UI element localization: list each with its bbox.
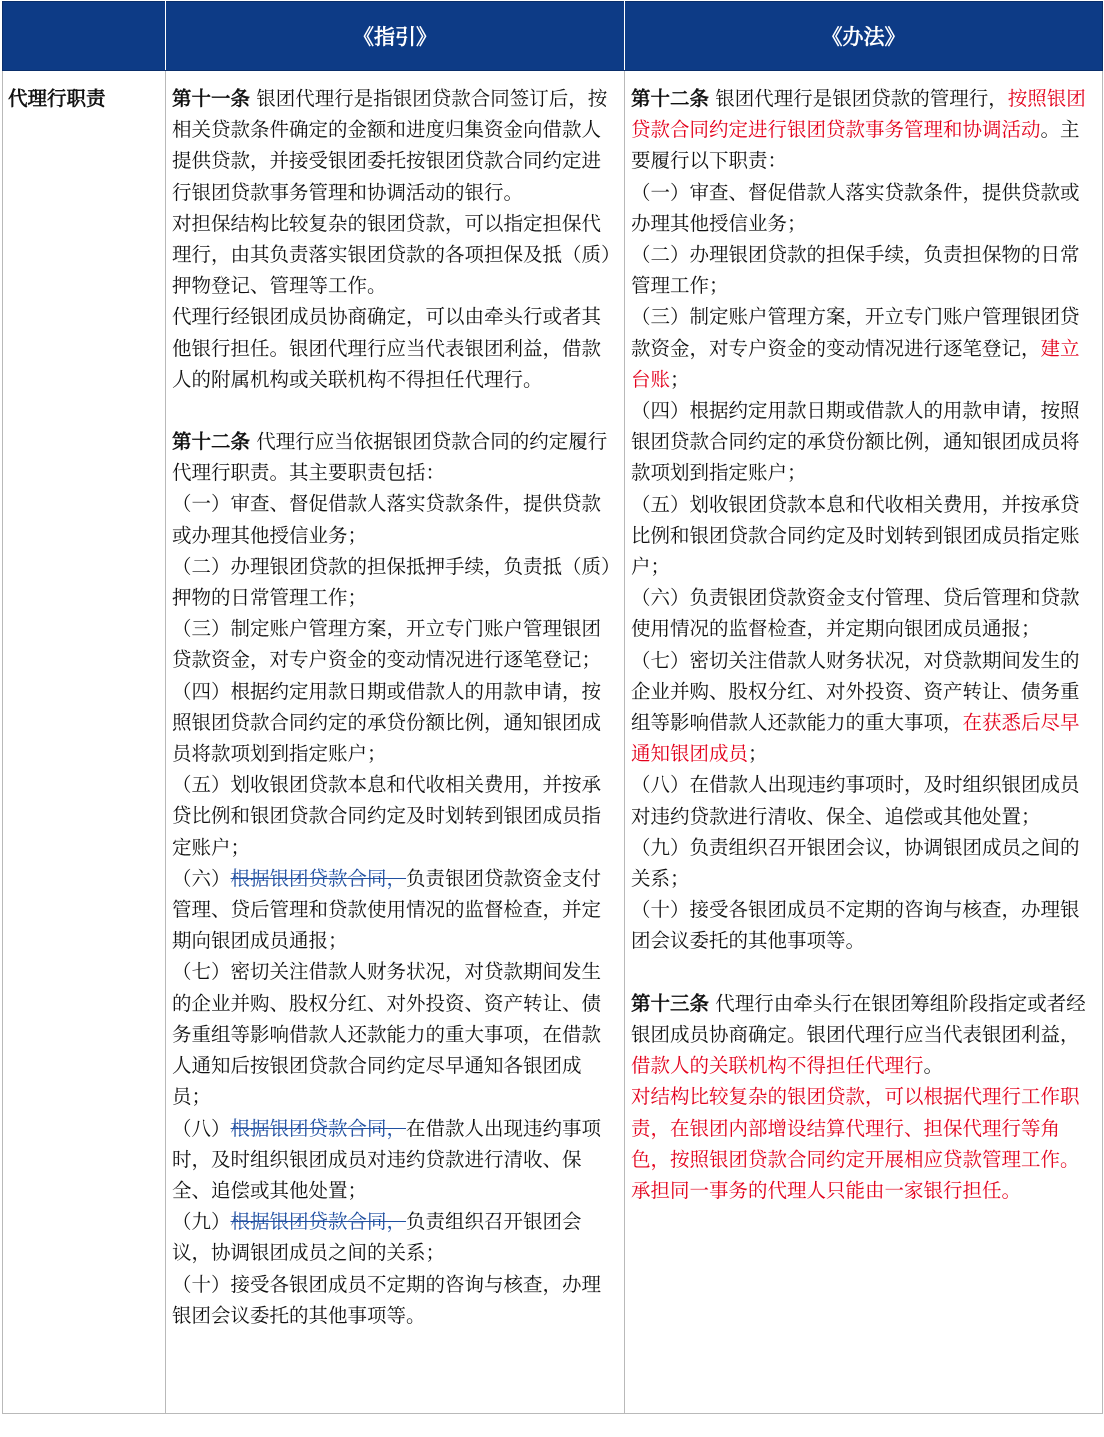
- guideline-art11-title: 第十一条: [172, 87, 251, 110]
- guideline-cell: [166, 71, 625, 1414]
- guideline-item-1: （一）审查、督促借款人落实贷款条件，提供贷款或办理其他授信业务；: [172, 492, 602, 547]
- paragraph-gap: [631, 957, 1096, 988]
- measures-item-6: （六）负责银团贷款资金支付管理、贷后管理和贷款使用情况的监督检查，并定期向银团成员通报；: [631, 586, 1080, 641]
- guideline-item-9: （九）根据银团贷款合同，负责组织召开银团会议，协调银团成员之间的关系；: [172, 1210, 582, 1265]
- guideline-item-7: （七）密切关注借款人财务状况，对贷款期间发生的企业并购、股权分红、对外投资、资产转让、债务重组等影响借款人还款能力的重大事项，在借款人通知后按银团贷款合同约定尽早通知各银团成员；: [172, 960, 602, 1109]
- guideline-art12-title: 第十二条: [172, 430, 251, 454]
- measures-art13-title: 第十三条: [631, 991, 710, 1015]
- added-text: 按照银团贷款合同约定进行银团贷款事务管理和协调活动: [631, 87, 1086, 142]
- measures-cell: [625, 71, 1103, 1414]
- header-measures: 《办法》: [625, 2, 1103, 71]
- row-label: 代理行职责: [3, 71, 166, 1414]
- measures-art12-title: 第十二条: [631, 87, 710, 110]
- guideline-item-8: （八）根据银团贷款合同，在借款人出现违约事项时，及时组织银团成员对违约贷款进行清收、保全、追偿或其他处置；: [172, 1116, 602, 1202]
- table-row: [3, 71, 1103, 1414]
- measures-item-8: （八）在借款人出现违约事项时，及时组织银团成员对违约贷款进行清收、保全、追偿或其他处置；: [631, 773, 1080, 828]
- deleted-text: 根据银团贷款合同，: [230, 1116, 407, 1140]
- deleted-text: 根据银团贷款合同，: [230, 866, 407, 890]
- deleted-text: 根据银团贷款合同，: [230, 1210, 407, 1234]
- header-row: [3, 2, 1103, 71]
- guideline-item-3: （三）制定账户管理方案，开立专门账户管理银团贷款资金，对专户资金的变动情况进行逐笔登记；: [172, 617, 602, 672]
- measures-art13-p1: 第十三条 代理行由牵头行在银团筹组阶段指定或者经银团成员协商确定。银团代理行应当代表银团利益，借款人的关联机构不得担任代理行。: [631, 991, 1086, 1078]
- measures-item-7: （七）密切关注借款人财务状况，对贷款期间发生的企业并购、股权分红、对外投资、资产转让、债务重组等影响借款人还款能力的重大事项，在获悉后尽早通知银团成员；: [631, 648, 1080, 766]
- added-text: 借款人的关联机构不得担任代理行: [631, 1054, 924, 1078]
- comparison-table: [2, 1, 1103, 1414]
- measures-item-1: （一）审查、督促借款人落实贷款条件，提供贷款或办理其他授信业务；: [631, 180, 1080, 235]
- added-text: 建立台账: [631, 336, 1080, 391]
- measures-art12-p1: 第十二条 银团代理行是银团贷款的管理行，按照银团贷款合同约定进行银团贷款事务管理和协调活动。主要履行以下职责：: [631, 87, 1086, 173]
- measures-item-4: （四）根据约定用款日期或借款人的用款申请，按照银团贷款合同约定的承贷份额比例，通知银团成员将款项划到指定账户；: [631, 399, 1080, 485]
- guideline-item-5: （五）划收银团贷款本息和代收相关费用，并按承贷比例和银团贷款合同约定及时划转到银团成员指定账户；: [172, 773, 602, 859]
- measures-item-9: （九）负责组织召开银团会议，协调银团成员之间的关系；: [631, 835, 1080, 891]
- guideline-item-6: （六）根据银团贷款合同，负责银团贷款资金支付管理、贷后管理和贷款使用情况的监督检查，并定期向银团成员通报；: [172, 866, 602, 953]
- measures-item-2: （二）办理银团贷款的担保手续，负责担保物的日常管理工作；: [631, 243, 1080, 298]
- guideline-item-4: （四）根据约定用款日期或借款人的用款申请，按照银团贷款合同约定的承贷份额比例，通知银团成员将款项划到指定账户；: [172, 679, 602, 766]
- paragraph-gap: [172, 395, 618, 426]
- guideline-art11-p2: 对担保结构比较复杂的银团贷款，可以指定担保代理行，由其负责落实银团贷款的各项担保及抵（质）押物登记、管理等工作。: [172, 211, 611, 298]
- guideline-item-10: （十）接受各银团成员不定期的咨询与核查，办理银团会议委托的其他事项等。: [172, 1272, 602, 1327]
- added-text: 在获悉后尽早通知银团成员: [631, 711, 1080, 766]
- measures-item-5: （五）划收银团贷款本息和代收相关费用，并按承贷比例和银团贷款合同约定及时划转到银团成员指定账户；: [631, 492, 1080, 579]
- guideline-item-2: （二）办理银团贷款的担保抵押手续，负责抵（质）押物的日常管理工作；: [172, 554, 611, 610]
- guideline-art12-intro: 第十二条 代理行应当依据银团贷款合同的约定履行代理行职责。其主要职责包括：: [172, 430, 608, 485]
- measures-item-10: （十）接受各银团成员不定期的咨询与核查，办理银团会议委托的其他事项等。: [631, 898, 1080, 953]
- guideline-art11-p3: 代理行经银团成员协商确定，可以由牵头行或者其他银行担任。银团代理行应当代表银团利益，借款人的附属机构或关联机构不得担任代理行。: [172, 305, 602, 391]
- header-guideline: 《指引》: [166, 2, 625, 71]
- guideline-art11-p1: 第十一条 银团代理行是指银团贷款合同签订后，按相关贷款条件确定的金额和进度归集资金向借款人提供贷款，并接受银团委托按银团贷款合同约定进行银团贷款事务管理和协调活动的银行。: [172, 87, 608, 204]
- measures-item-3: （三）制定账户管理方案，开立专门账户管理银团贷款资金，对专户资金的变动情况进行逐笔登记，建立台账；: [631, 305, 1080, 391]
- measures-art13-p2: 对结构比较复杂的银团贷款，可以根据代理行工作职责，在银团内部增设结算代理行、担保代理行等角色，按照银团贷款合同约定开展相应贷款管理工作。承担同一事务的代理人只能由一家银行担任。: [631, 1085, 1080, 1202]
- header-label-cell: [3, 2, 166, 71]
